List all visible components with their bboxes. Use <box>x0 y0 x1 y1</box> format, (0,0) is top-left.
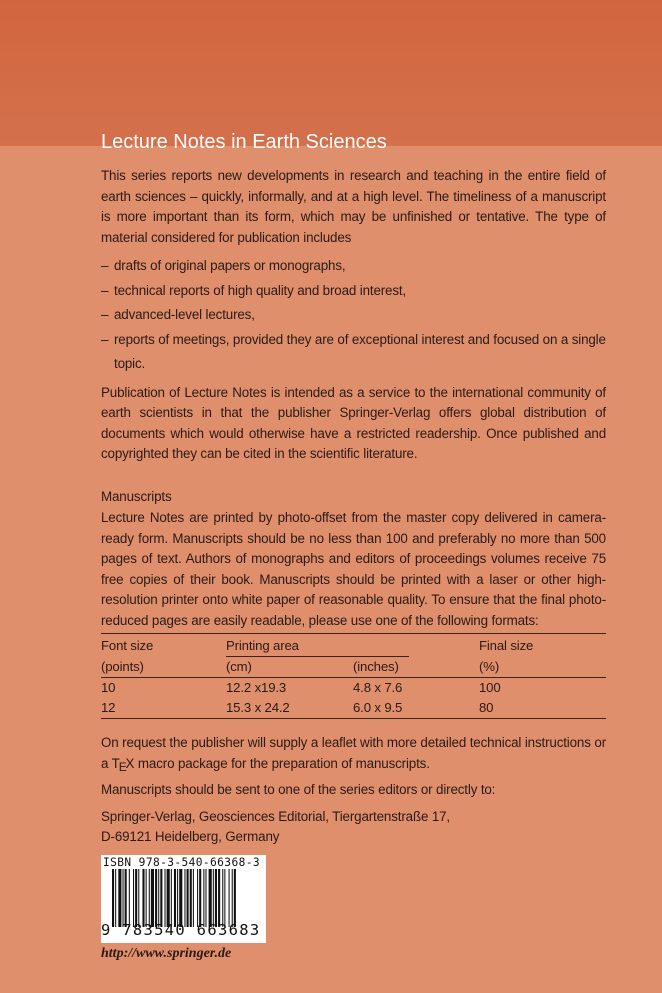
barcode-bar <box>190 869 192 927</box>
table-cell: 6.0 x 9.5 <box>353 698 479 719</box>
tex-logo: TEX <box>111 755 135 774</box>
barcode-bar <box>151 869 154 927</box>
barcode-bar <box>215 869 217 927</box>
barcode-bar <box>118 869 121 927</box>
table-header-row <box>101 657 606 678</box>
barcode-bar <box>224 869 225 927</box>
barcode-bar <box>115 869 116 927</box>
barcode-bar <box>165 869 166 927</box>
barcode-bar <box>135 869 137 927</box>
barcode-bar <box>197 869 198 927</box>
barcode-bar <box>138 869 139 927</box>
barcode-bar <box>187 869 189 927</box>
barcode-bars <box>112 869 258 927</box>
table-header-cell: Final size <box>479 634 606 658</box>
address-line: D-69121 Heidelberg, Germany <box>101 829 280 844</box>
table-row <box>101 698 606 719</box>
barcode-bar <box>209 869 212 927</box>
send-to-paragraph: Manuscripts should be sent to one of the series editors or directly to: <box>101 782 496 797</box>
barcode-bar <box>179 869 182 927</box>
bullet-dash: – <box>101 307 109 322</box>
barcode-bar <box>203 869 204 927</box>
table-cell: 4.8 x 7.6 <box>353 680 403 695</box>
barcode-bar <box>149 869 150 927</box>
barcode-bar <box>146 869 147 927</box>
material-list <box>101 254 606 377</box>
bullet-dash: – <box>101 258 109 273</box>
barcode-bar <box>177 869 178 927</box>
address-line: Springer-Verlag, Geosciences Editorial, Tiergartenstraße 17, <box>101 808 451 824</box>
publication-paragraph: Publication of Lecture Notes is intended as a service to the international community of earth scientists in that the publisher Springer-Verlag offers global distribution of documents which would otherwise have a restricted readership. Once published and copyrighted they can be cited in the scientific literature. <box>101 384 606 461</box>
bullet-dash: – <box>101 282 109 298</box>
barcode-bar <box>193 869 194 927</box>
table-cell: 15.3 x 24.2 <box>226 698 353 719</box>
list-item: – drafts of original papers or monographs, <box>101 254 606 279</box>
table-header-cell: (%) <box>479 657 606 678</box>
series-title: Lecture Notes in Earth Sciences <box>101 131 387 153</box>
intro-paragraph: This series reports new developments in research and teaching in the entire field of earth sciences – quickly, informally, and at a high level. The timeliness of a manuscript is more important than its form, which may be unfinished or tentative. The type of material considered for publication includes <box>101 168 606 245</box>
barcode-bar <box>125 869 127 927</box>
table-cell: 10 <box>101 680 116 695</box>
isbn-text: ISBN 978-3-540-66368-3 <box>103 856 260 869</box>
barcode-bar <box>205 869 206 927</box>
barcode-bar <box>184 869 185 927</box>
bullet-dash: – <box>101 331 109 347</box>
table-cell: 80 <box>479 698 606 719</box>
barcode-bar <box>123 869 124 927</box>
list-item: – advanced-level lectures, <box>101 303 606 328</box>
list-item: – reports of meetings, provided they are of exceptional interest and focused on a single topic. <box>101 328 606 377</box>
barcode-bar <box>155 869 157 927</box>
table-cell: 100 <box>479 680 501 695</box>
table-header-cell: Font size <box>101 634 226 658</box>
barcode-bar <box>133 869 134 927</box>
table-cell: 12 <box>101 698 226 719</box>
back-cover-text <box>101 128 606 892</box>
top-color-band <box>0 0 662 146</box>
barcode-bar <box>112 869 114 927</box>
barcode-bar <box>171 869 172 927</box>
list-item: – technical reports of high quality and broad interest, <box>101 279 606 304</box>
manuscripts-paragraph: Lecture Notes are printed by photo-offset from the master copy delivered in camera-ready form. Manuscripts should be no less than 100 and preferably no more than 500 pages of text. Authors of monographs and editors of proceedings volumes receive 75 free copies of their book. Manuscripts should be printed with a laser or other high-resolution printer onto white paper of reasonable quality. To ensure that the final photo-reduced pages are easily readable, please use one of the following formats: <box>101 510 606 628</box>
barcode-bar <box>199 869 201 927</box>
request-paragraph: On request the publisher will supply a leaflet with more detailed technical instructions or a TEX macro package for the preparation of manuscripts. <box>101 735 606 774</box>
publisher-url[interactable]: http://www.springer.de <box>101 946 232 961</box>
barcode-bar <box>129 869 130 927</box>
barcode-bar <box>174 869 176 927</box>
table-header-cell: (cm) <box>226 657 353 678</box>
table-header-cell: (points) <box>101 657 226 678</box>
table-header-row <box>101 634 606 658</box>
barcode-bar <box>234 869 236 927</box>
table-row <box>101 678 606 699</box>
barcode-bar <box>213 869 214 927</box>
barcode-bar <box>160 869 162 927</box>
isbn-barcode <box>101 855 266 943</box>
barcode-bar <box>222 869 223 927</box>
manuscripts-heading: Manuscripts <box>101 488 172 504</box>
barcode-digits: 9 783540 663683 <box>101 921 261 939</box>
barcode-bar <box>232 869 233 927</box>
barcode-bar <box>218 869 220 927</box>
barcode-bar <box>158 869 159 927</box>
table-header-cell: (inches) <box>353 657 479 678</box>
barcode-bar <box>142 869 144 927</box>
barcode-bar <box>229 869 230 927</box>
publisher-address <box>101 807 606 848</box>
formats-table <box>101 633 606 719</box>
barcode-bar <box>167 869 170 927</box>
table-header-cell: Printing area <box>226 634 479 658</box>
table-cell: 12.2 x19.3 <box>226 680 287 695</box>
